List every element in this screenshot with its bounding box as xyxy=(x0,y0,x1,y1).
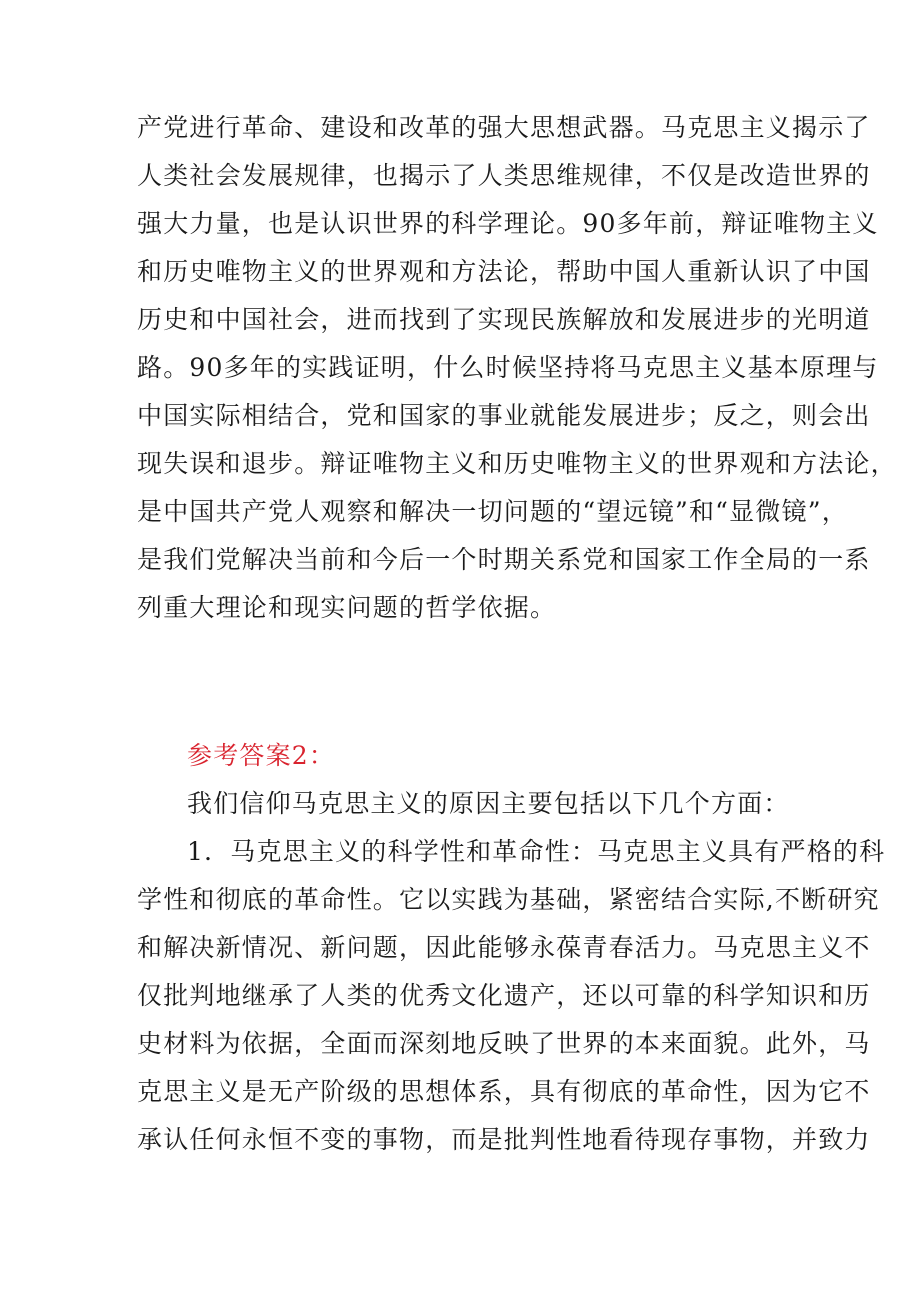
text-line: 克思主义是无产阶级的思想体系，具有彻底的革命性，因为它不 xyxy=(137,1077,871,1106)
answer-heading: 参考答案2： xyxy=(187,741,336,770)
text-line: 现失误和退步。辩证唯物主义和历史唯物主义的世界观和方法论， xyxy=(137,449,897,478)
text-line: 1．马克思主义的科学性和革命性：马克思主义具有严格的科 xyxy=(187,837,886,866)
text-line: 人类社会发展规律，也揭示了人类思维规律，不仅是改造世界的 xyxy=(137,161,871,190)
text-line: 路。90多年的实践证明，什么时候坚持将马克思主义基本原理与 xyxy=(137,353,879,382)
text-line: 和历史唯物主义的世界观和方法论，帮助中国人重新认识了中国 xyxy=(137,257,871,286)
text-line: 强大力量，也是认识世界的科学理论。90多年前，辩证唯物主义 xyxy=(137,209,879,238)
text-line: 是我们党解决当前和今后一个时期关系党和国家工作全局的一系 xyxy=(137,545,871,574)
text-line: 产党进行革命、建设和改革的强大思想武器。马克思主义揭示了 xyxy=(137,113,871,142)
text-line: 是中国共产党人观察和解决一切问题的“望远镜”和“显微镜”， xyxy=(137,497,848,526)
text-line: 承认任何永恒不变的事物，而是批判性地看待现存事物，并致力 xyxy=(137,1125,871,1154)
text-line: 列重大理论和现实问题的哲学依据。 xyxy=(137,593,557,622)
text-line: 历史和中国社会，进而找到了实现民族解放和发展进步的光明道 xyxy=(137,305,871,334)
text-line: 学性和彻底的革命性。它以实践为基础，紧密结合实际,不断研究 xyxy=(137,885,880,914)
text-line: 中国实际相结合，党和国家的事业就能发展进步；反之，则会出 xyxy=(137,401,871,430)
text-line: 仅批判地继承了人类的优秀文化遗产，还以可靠的科学知识和历 xyxy=(137,981,871,1010)
intro-line: 我们信仰马克思主义的原因主要包括以下几个方面： xyxy=(187,789,790,818)
text-line: 史材料为依据，全面而深刻地反映了世界的本来面貌。此外，马 xyxy=(137,1029,871,1058)
text-line: 和解决新情况、新问题，因此能够永葆青春活力。马克思主义不 xyxy=(137,933,871,962)
